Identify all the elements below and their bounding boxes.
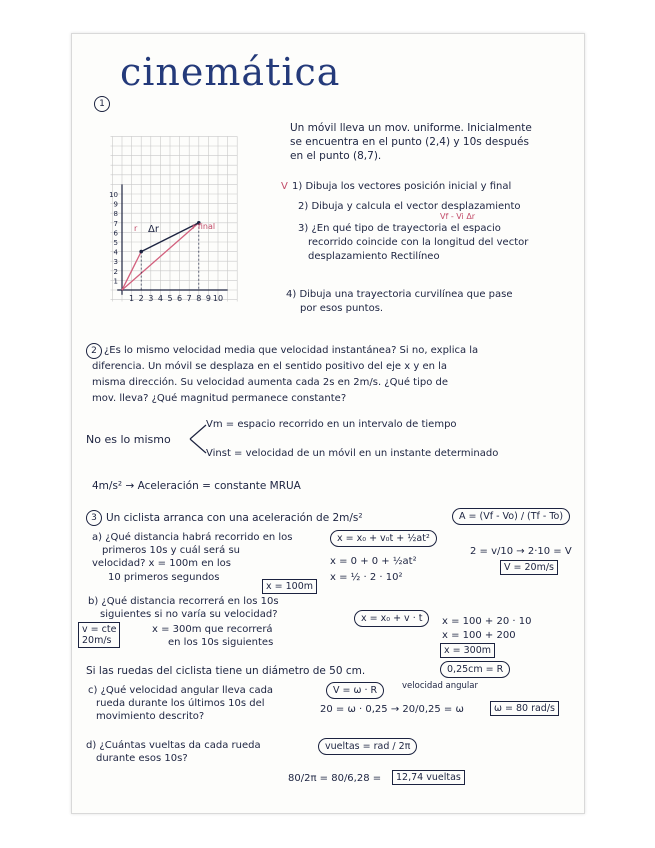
ex1-question-2: 2) Dibuja y calcula el vector desplazamiento (298, 201, 521, 212)
y-tick-label: 9 (113, 200, 118, 209)
ex1-question-4-line: 4) Dibuja una trayectoria curvilínea que pase (286, 289, 513, 300)
y-tick-label: 6 (113, 229, 118, 238)
y-tick-label: 5 (113, 239, 118, 247)
ex3-b-answer: en los 10s siguientes (168, 637, 274, 648)
ex3-c-step: 20 = ω · 0,25 → 20/0,25 = ω (320, 704, 464, 715)
ex3-d-result: 12,74 vueltas (392, 770, 465, 785)
x-tick-label: 4 (157, 294, 163, 303)
ex2-answer-lead: No es lo mismo (86, 433, 171, 446)
check-mark: V (281, 181, 288, 192)
exercise-3-number: 3 (86, 510, 102, 526)
x-tick-label: 3 (148, 294, 154, 303)
angular-velocity-note: velocidad angular (402, 681, 479, 691)
ex3-b-answer: x = 300m que recorrerá (152, 624, 273, 635)
graph-axes (117, 184, 227, 294)
delta-r-label: Δr (148, 224, 159, 235)
ex3-a-step-1: x = 0 + 0 + ½at² (330, 556, 417, 567)
ex2-question-line: ¿Es lo mismo velocidad media que velocidad instantánea? Si no, explica la (104, 345, 479, 356)
ex1-q2-note: Vf - Vi Δr (440, 212, 476, 221)
ex1-question-1: 1) Dibuja los vectores posición inicial y final (292, 181, 512, 192)
ex3-c-line: rueda durante los últimos 10s del (96, 698, 265, 709)
radius-value: 0,25cm = R (440, 661, 510, 678)
y-tick-label: 2 (113, 267, 118, 276)
ex2-vm-definition: Vm = espacio recorrido en un intervalo de tiempo (206, 419, 457, 430)
ex1-question-3-line: desplazamiento Rectilíneo (308, 251, 440, 262)
y-tick-label: 10 (109, 191, 118, 199)
ex1-question-3-line: recorrido coincide con la longitud del vector (308, 237, 529, 248)
ex3-c-line: c) ¿Qué velocidad angular lleva cada (88, 685, 274, 696)
ex3-wheel-statement: Si las ruedas del ciclista tiene un diámetro de 50 cm. (86, 665, 366, 677)
x-tick-label: 2 (138, 294, 144, 303)
ex3-a-line: 10 primeros segundos (108, 572, 220, 583)
graph-grid (110, 136, 237, 301)
ex3-statement: Un ciclista arranca con una aceleración de 2m/s² (106, 512, 363, 524)
x-tick-label: 7 (186, 294, 192, 303)
ex3-a-line: a) ¿Qué distancia habrá recorrido en los (92, 532, 293, 543)
ex3-a-velocity-result: V = 20m/s (500, 560, 558, 575)
ex1-question-3-line: 3) ¿En qué tipo de trayectoria el espacio (298, 223, 501, 234)
exercise-1-number: 1 (94, 96, 110, 112)
y-tick-label: 1 (113, 277, 118, 286)
ex3-b-step-1: x = 100 + 20 · 10 (442, 616, 532, 627)
ex3-b-line: b) ¿Qué distancia recorrerá en los 10s (88, 596, 279, 607)
constant-velocity-value: 20m/s (82, 635, 112, 646)
ex3-c-result: ω = 80 rad/s (490, 701, 559, 716)
position-formula: x = x₀ + v₀t + ½at² (330, 530, 437, 547)
ex2-question-line: diferencia. Un móvil se desplaza en el sentido positivo del eje x y en la (92, 361, 448, 372)
exercise-2-number: 2 (86, 343, 102, 359)
constant-velocity-label: v = cte (82, 624, 117, 635)
ex1-statement-line: en el punto (8,7). (290, 150, 382, 162)
y-tick-label: 3 (113, 258, 118, 267)
ex3-c-line: movimiento descrito? (96, 711, 205, 722)
ex2-question-line: mov. lleva? ¿Qué magnitud permanece constante? (92, 393, 347, 404)
uniform-motion-formula: x = x₀ + v · t (354, 610, 429, 627)
ex3-b-result: x = 300m (440, 643, 495, 658)
r-final-label: r final (192, 222, 216, 231)
ex2-question-line: misma dirección. Su velocidad aumenta cada 2s en 2m/s. ¿Qué tipo de (92, 377, 449, 388)
y-tick-label: 7 (113, 219, 118, 228)
constant-velocity-box (78, 622, 120, 648)
x-tick-label: 8 (196, 294, 202, 303)
acceleration-formula: A = (Vf - Vo) / (Tf - To) (452, 508, 570, 525)
x-tick-label: 5 (167, 294, 173, 303)
ex3-d-line: d) ¿Cuántas vueltas da cada rueda (86, 740, 261, 751)
notebook-page (71, 33, 585, 814)
x-tick-label: 10 (212, 294, 224, 303)
ex3-a-velocity-step: 2 = v/10 → 2·10 = V (470, 546, 572, 557)
ex2-vinst-definition: Vinst = velocidad de un móvil en un instante determinado (206, 448, 499, 459)
ex1-statement-line: Un móvil lleva un mov. uniforme. Inicialmente (290, 122, 532, 134)
ex1-question-4-line: por esos puntos. (300, 303, 384, 314)
y-tick-label: 8 (113, 210, 118, 219)
ex1-statement-line: se encuentra en el punto (2,4) y 10s después (290, 136, 529, 148)
ex3-b-line: siguientes si no varía su velocidad? (100, 609, 278, 620)
ex2-acceleration: 4m/s² → Aceleración = constante MRUA (92, 480, 301, 492)
ex3-a-line: velocidad? x = 100m en los (92, 558, 231, 569)
ex3-d-step: 80/2π = 80/6,28 = (288, 773, 382, 784)
ex3-a-line: primeros 10s y cuál será su (102, 545, 240, 556)
x-tick-label: 6 (177, 294, 183, 303)
page-title: cinemática (120, 50, 341, 94)
x-tick-label: 1 (129, 294, 135, 303)
angular-velocity-formula: V = ω · R (326, 682, 384, 699)
turns-formula: vueltas = rad / 2π (318, 738, 417, 755)
vector-r-label: r (134, 224, 138, 233)
x-tick-label: 9 (205, 294, 211, 303)
ex3-b-step-2: x = 100 + 200 (442, 630, 516, 641)
ex3-d-line: durante esos 10s? (96, 753, 188, 764)
y-tick-label: 4 (113, 248, 118, 257)
ex3-a-result: x = 100m (262, 579, 317, 594)
ex3-a-step-2: x = ½ · 2 · 10² (330, 572, 403, 583)
